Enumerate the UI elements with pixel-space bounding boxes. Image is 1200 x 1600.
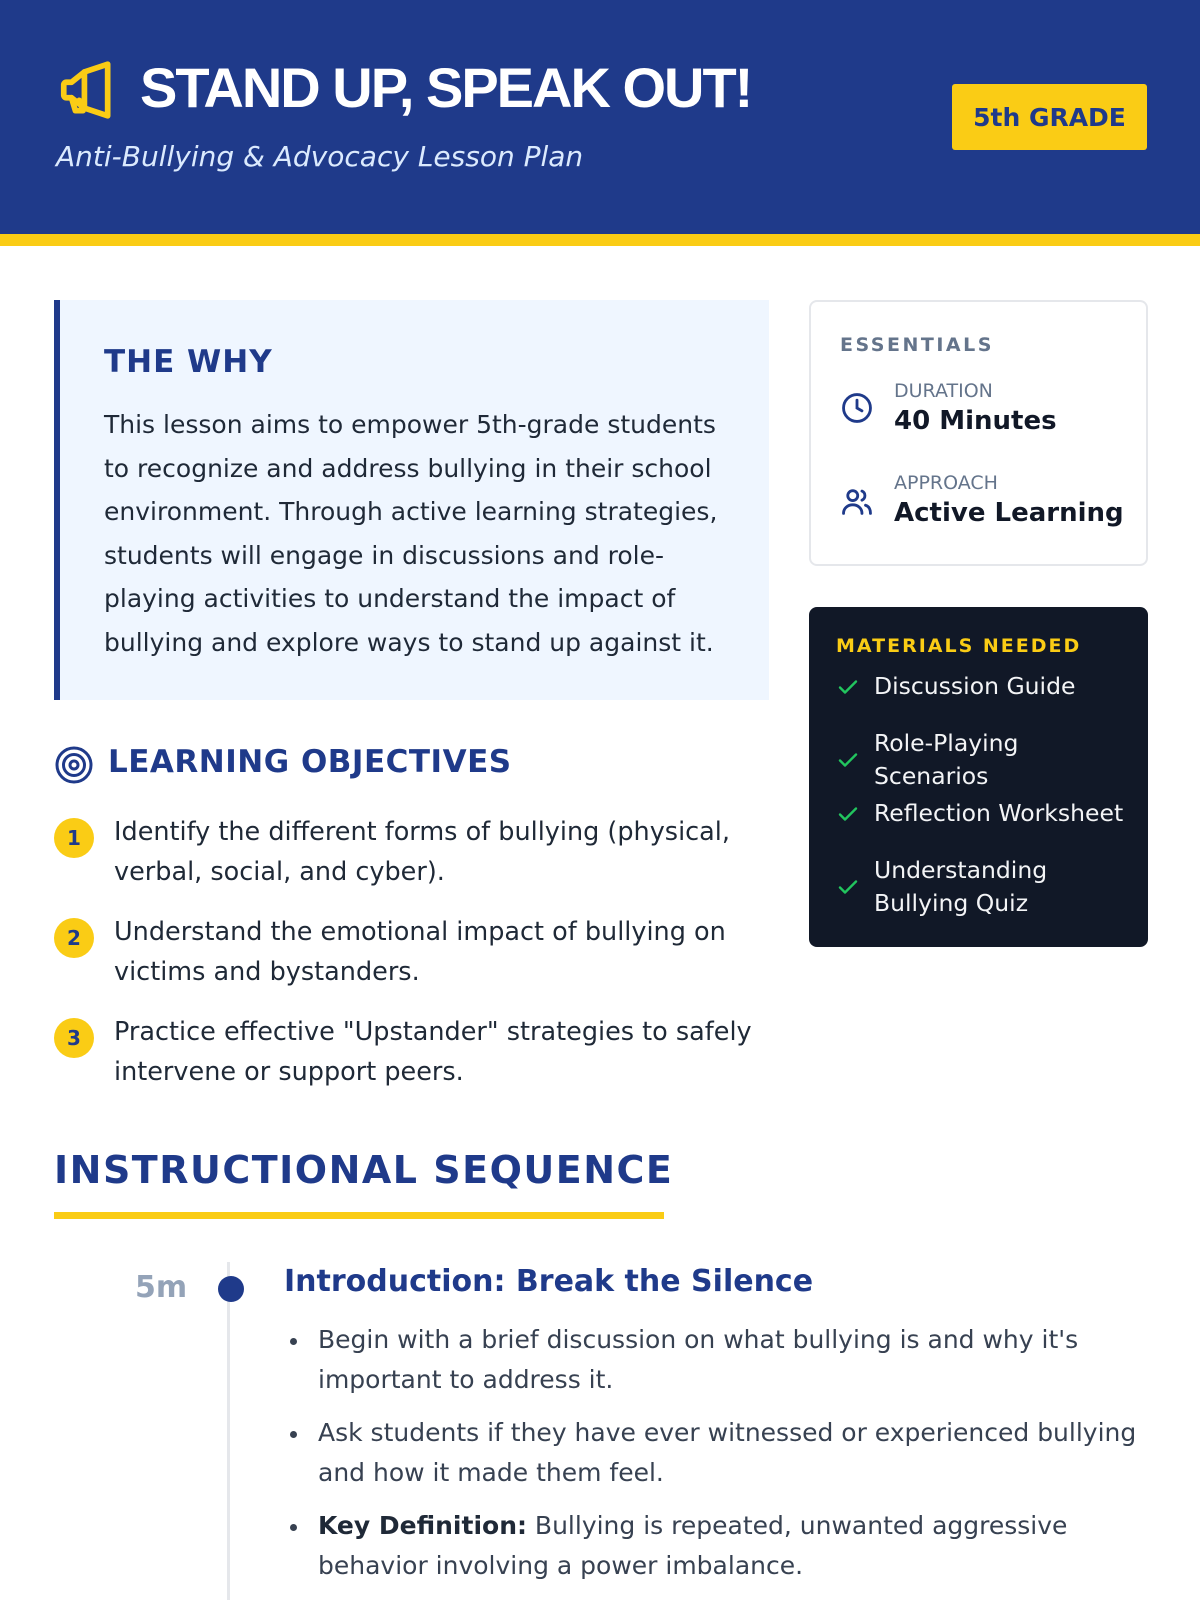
header-banner (0, 0, 1200, 234)
step-bullet-list (290, 1320, 1150, 1599)
materials-title: MATERIALS NEEDED (836, 635, 1082, 657)
timeline-line (227, 1262, 230, 1600)
materials-item (836, 854, 1066, 920)
check-icon (836, 802, 860, 826)
objective-item (54, 912, 774, 992)
why-text: This lesson aims to empower 5th-grade students to recognize and address bullying in their school environment. Through active learning strategies, students will engage in discussions and role-playing activities to understand the impact of bullying and explore ways to stand up against it. (104, 410, 718, 657)
header-accent-bar (0, 234, 1200, 246)
objective-number: 1 (54, 818, 94, 858)
objective-text: Identify the different forms of bullying (physical, verbal, social, and cyber). (114, 817, 730, 887)
materials-item (836, 670, 1075, 703)
target-icon (54, 745, 94, 785)
approach-label: APPROACH (894, 472, 998, 494)
duration-label: DURATION (894, 380, 993, 402)
step-bullet: Begin with a brief discussion on what bullying is and why it's important to address it. (290, 1320, 1150, 1400)
check-icon (836, 875, 860, 899)
essentials-card (809, 300, 1148, 566)
page-subtitle: Anti-Bullying & Advocacy Lesson Plan (56, 140, 584, 173)
check-icon (836, 675, 860, 699)
step-time: 5m (135, 1270, 188, 1305)
approach-value: Active Learning (894, 498, 1124, 528)
timeline-dot (218, 1276, 244, 1302)
key-definition-text: Bullying is repeated, unwanted aggressive behavior involving a power imbalance. (318, 1511, 1068, 1580)
objective-text: Practice effective "Upstander" strategies to safely intervene or support peers. (114, 1017, 752, 1087)
objective-number: 2 (54, 918, 94, 958)
materials-item (836, 727, 1066, 793)
users-icon (840, 485, 874, 519)
sequence-underline (54, 1212, 664, 1219)
materials-item-label: Understanding Bullying Quiz (874, 856, 1048, 917)
step-bullet: Ask students if they have ever witnessed or experienced bullying and how it made them feel. (290, 1413, 1150, 1493)
step-bullet-key-definition (290, 1506, 1150, 1586)
materials-item (836, 797, 1123, 830)
objective-number: 3 (54, 1018, 94, 1058)
materials-card (809, 607, 1148, 947)
objective-text: Understand the emotional impact of bullying on victims and bystanders. (114, 917, 726, 987)
key-definition-label: Key Definition: (318, 1511, 527, 1540)
clock-icon (840, 391, 874, 425)
objective-item (54, 1012, 774, 1092)
duration-value: 40 Minutes (894, 406, 1057, 436)
check-icon (836, 748, 860, 772)
why-title: THE WHY (104, 344, 273, 380)
materials-item-label: Discussion Guide (874, 672, 1076, 700)
materials-item-label: Reflection Worksheet (874, 799, 1124, 827)
essentials-title: ESSENTIALS (840, 334, 994, 356)
objectives-title: LEARNING OBJECTIVES (108, 744, 512, 780)
megaphone-icon (56, 58, 118, 122)
why-panel (54, 300, 769, 700)
step-title: Introduction: Break the Silence (284, 1264, 814, 1299)
grade-badge: 5th GRADE (952, 84, 1147, 150)
materials-item-label: Role-Playing Scenarios (874, 729, 1019, 790)
objective-item (54, 812, 774, 892)
sequence-title: INSTRUCTIONAL SEQUENCE (54, 1148, 674, 1192)
page-title: STAND UP, SPEAK OUT! (140, 56, 752, 119)
objectives-list (54, 812, 774, 1112)
